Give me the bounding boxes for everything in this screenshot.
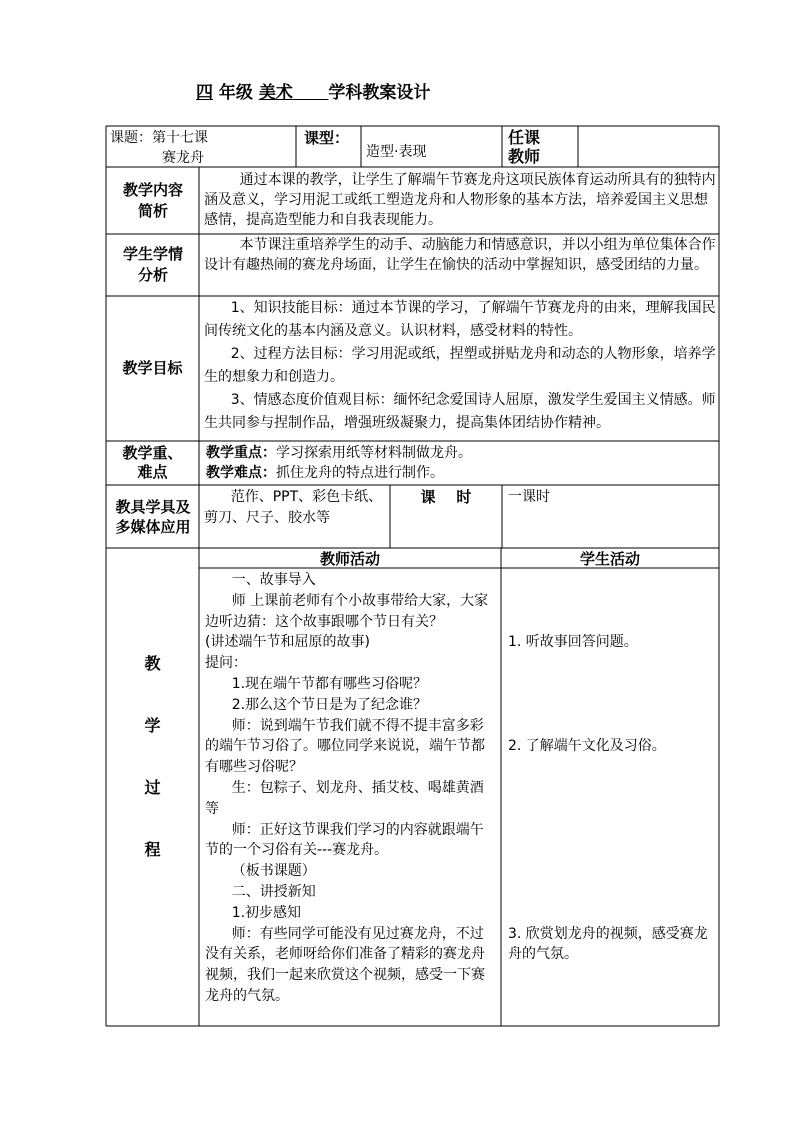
lesson-type-value: 造型·表现 — [366, 144, 427, 160]
summary-text: 通过本课的教学，让学生了解端午节赛龙舟这项民族体育运动所具有的独特内涵及意义，学习用泥工或纸工塑造龙舟和人物形象的基本方法，培养爱国主义思想感情，提高造型能力和自我表现能力。 — [204, 172, 716, 228]
teacher-activity-text: 一、故事导入 师 上课前老师有个小故事带给大家，大家边听边猜：这个故事跟哪个节日有关？ (讲述端午节和屈原的故事) 提问： 1.现在端午节都有哪些习俗呢？ 2.那么这个节日是为了纪念谁？ 师：说到端午节我们就不得不提丰富多彩的端午节习俗了。哪位同学来说说，端午节都有哪些习俗呢？ 生：包粽子、划龙舟、插艾枝、喝雄黄酒等 师：正好这节课我们学习的内容就跟端午节的一个习俗有关---赛龙舟。 （板书课题） 二、讲授新知 1.初步感知 师：有些同学可能没有见过赛龙舟，不过没有关系，老师呀给你们准备了精彩的赛龙舟视频，我们一起来欣赏这个视频，感受一下赛龙舟的气氛。 — [205, 572, 489, 1004]
analysis-text: 本节课注重培养学生的动手、动脑能力和情感意识，并以小组为单位集体合作设计有趣热闹的赛龙舟场面，让学生在愉快的活动中掌握知识，感受团结的力量。 — [204, 237, 716, 273]
goals-label: 教学目标 — [122, 359, 183, 377]
student-activity-1: 1. 听故事回答问题。 — [508, 634, 638, 650]
page-title — [196, 78, 430, 103]
student-activity-heading: 学生活动 — [579, 550, 640, 568]
subject-value: 美术 — [258, 83, 293, 103]
summary-label: 教学内容简析 — [122, 180, 183, 220]
lesson-name: 赛龙舟 — [162, 150, 204, 166]
goals-text: 1、知识技能目标：通过本节课的学习，了解端午节赛龙舟的由来，理解我国民间传统文化的基本内涵及意义。认识材料，感受材料的特性。 2、过程方法目标：学习用泥或纸，捏塑或拼贴龙舟和动态的人物形象，培养学生的想象力和创造力。 3、情感态度价值观目标：缅怀纪念爱国诗人屈原，激发学生爱国主义情感。师生共同参与捏制作品，增强班级凝聚力，提高集体团结协作精神。 — [204, 300, 716, 431]
student-activity-3: 3. 欣赏划龙舟的视频，感受赛龙舟的气氛。 — [508, 926, 708, 962]
process-label-3: 过 — [144, 778, 161, 797]
lesson-title-cell — [110, 128, 294, 168]
process-label-4: 程 — [144, 840, 161, 859]
tools-label: 教具学具及多媒体应用 — [115, 497, 191, 536]
keypoints-label: 教学重、 难点 — [122, 444, 183, 481]
difficulty-line: 教学难点：抓住龙舟的特点进行制作。 — [206, 465, 444, 481]
teacher-activity-heading: 教师活动 — [319, 550, 380, 568]
lesson-label: 课题：第十七课 — [110, 130, 208, 146]
grade-value: 四 — [196, 83, 213, 103]
grade-suffix: 年级 — [213, 83, 259, 103]
tools-text: 范作、PPT、彩色卡纸、剪刀、尺子、胶水等 — [204, 489, 383, 526]
keypoints-content — [206, 443, 716, 483]
student-activity-2: 2. 了解端午文化及习俗。 — [508, 738, 666, 754]
teacher-label: 任课 教师 — [508, 128, 541, 166]
lesson-type-label: 课型： — [304, 129, 350, 147]
process-label-1: 教 — [144, 654, 161, 673]
process-label-2: 学 — [144, 716, 161, 735]
key-point-line: 教学重点：学习探索用纸等材料制做龙舟。 — [206, 445, 472, 461]
analysis-label: 学生学情分析 — [122, 245, 183, 284]
period-label: 课 时 — [420, 488, 472, 506]
title-suffix: 学科教案设计 — [328, 83, 431, 103]
period-value: 一课时 — [508, 489, 550, 505]
